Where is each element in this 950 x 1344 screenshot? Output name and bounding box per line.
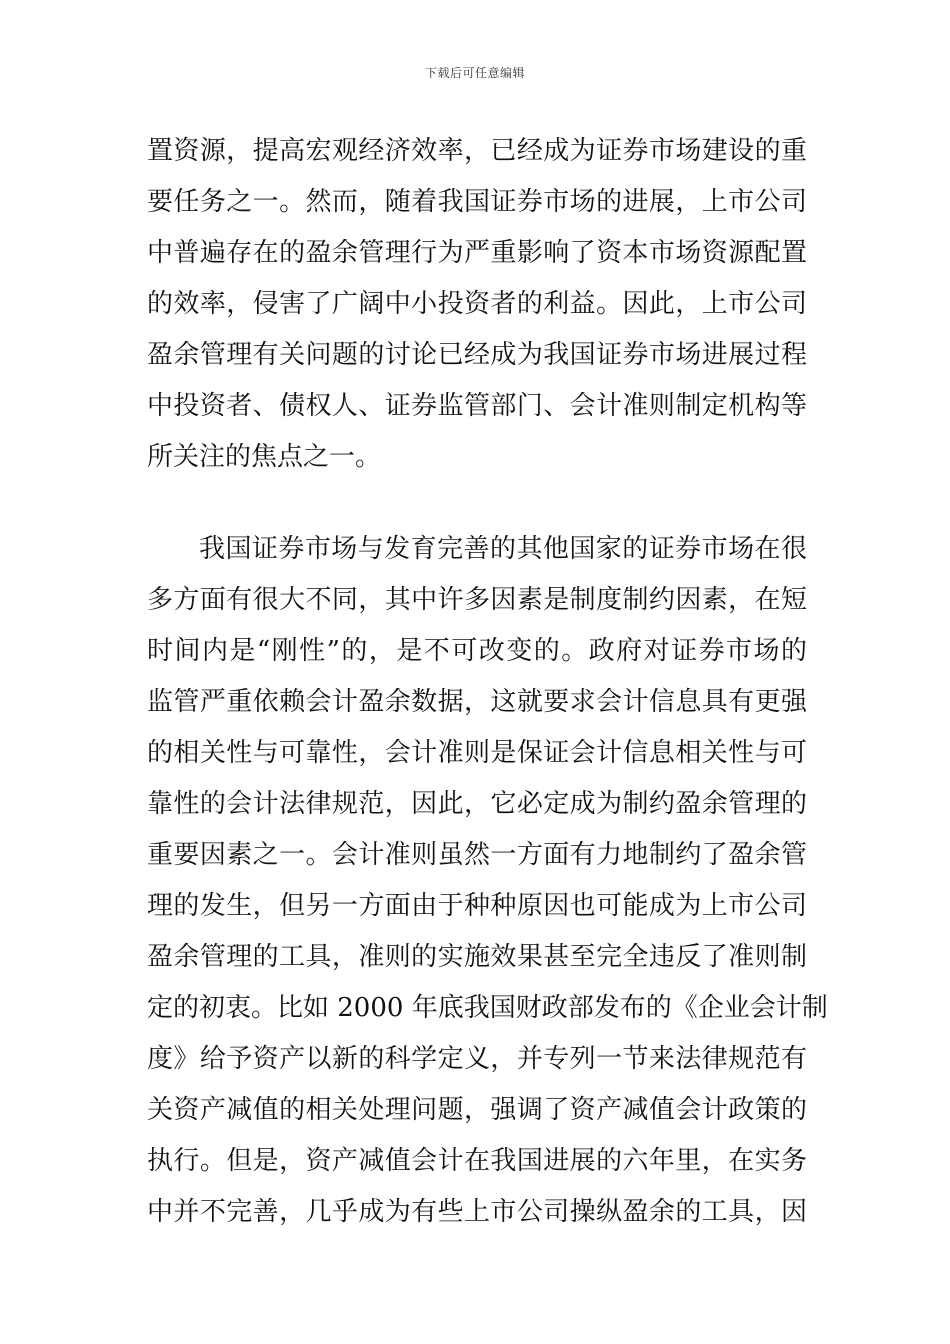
text-line: 时间内是“刚性”的，是不可改变的。政府对证券市场的	[147, 636, 807, 666]
text-line: 所关注的焦点之一。	[147, 442, 382, 472]
text-line: 定的初衷。比如 2000 年底我国财政部发布的《企业会计制	[147, 993, 828, 1023]
text-line: 中普遍存在的盈余管理行为严重影响了资本市场资源配置	[147, 238, 807, 268]
text-line: 的相关性与可靠性，会计准则是保证会计信息相关性与可	[147, 738, 807, 768]
text-line: 重要因素之一。会计准则虽然一方面有力地制约了盈余管	[147, 840, 807, 870]
page-header: 下载后可任意编辑	[424, 66, 525, 80]
text-line: 的效率，侵害了广阔中小投资者的利益。因此，上市公司	[147, 289, 807, 319]
text-line: 监管严重依赖会计盈余数据，这就要求会计信息具有更强	[147, 687, 807, 717]
paragraph-1	[147, 126, 807, 483]
text-line: 要任务之一。然而，随着我国证券市场的进展，上市公司	[147, 187, 807, 217]
text-line: 靠性的会计法律规范，因此，它必定成为制约盈余管理的	[147, 789, 807, 819]
text-line: 盈余管理有关问题的讨论已经成为我国证券市场进展过程	[147, 340, 807, 370]
text-line: 执行。但是，资产减值会计在我国进展的六年里，在实务	[147, 1146, 807, 1176]
paragraph-2	[147, 524, 828, 1238]
text-line: 理的发生，但另一方面由于种种原因也可能成为上市公司	[147, 891, 807, 921]
text-line: 置资源，提高宏观经济效率，已经成为证券市场建设的重	[147, 136, 807, 166]
text-line: 中并不完善，几乎成为有些上市公司操纵盈余的工具，因	[147, 1197, 807, 1227]
text-line: 中投资者、债权人、证券监管部门、会计准则制定机构等	[147, 391, 807, 421]
text-line: 盈余管理的工具，准则的实施效果甚至完全违反了准则制	[147, 942, 807, 972]
text-line: 度》给予资产以新的科学定义，并专列一节来法律规范有	[147, 1044, 807, 1074]
text-line: 关资产减值的相关处理问题，强调了资产减值会计政策的	[147, 1095, 807, 1125]
text-line: 多方面有很大不同，其中许多因素是制度制约因素，在短	[147, 585, 807, 615]
text-line: 我国证券市场与发育完善的其他国家的证券市场在很	[199, 534, 807, 564]
